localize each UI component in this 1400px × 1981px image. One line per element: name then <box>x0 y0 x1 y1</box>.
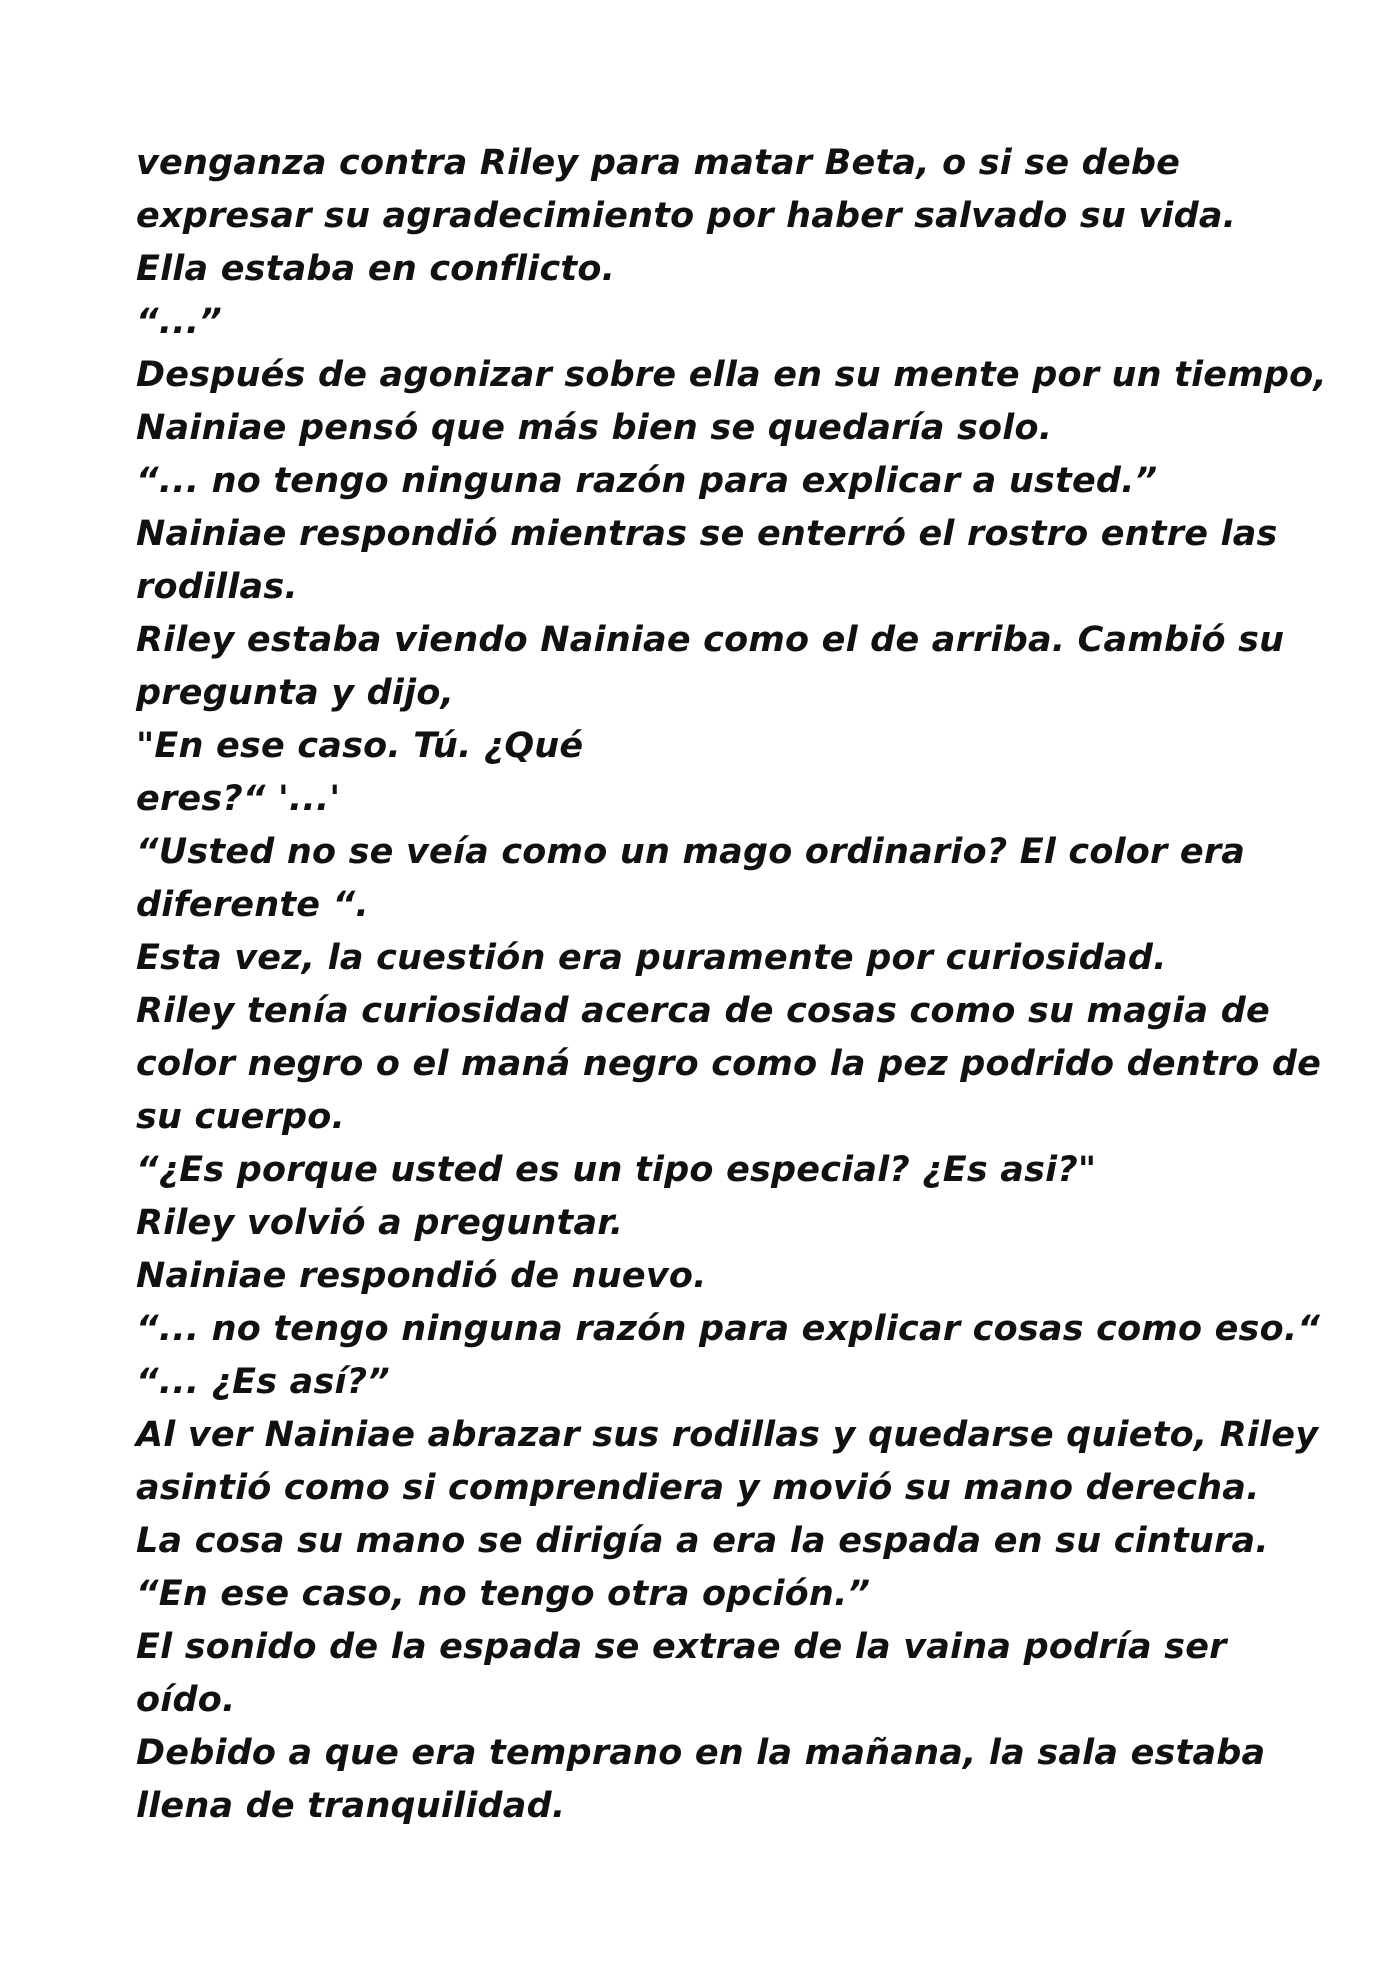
text-line: Nainiae respondió mientras se enterró el rostro entre las <box>136 514 1278 554</box>
text-line: El sonido de la espada se extrae de la vaina podría ser <box>136 1627 1227 1667</box>
text-line: Riley estaba viendo Nainiae como el de arriba. Cambió su <box>136 620 1285 660</box>
text-line: Riley tenía curiosidad acerca de cosas como su magia de <box>136 991 1270 1031</box>
text-line: Riley volvió a preguntar. <box>136 1203 624 1243</box>
text-line: “...” <box>136 302 222 342</box>
text-line: asintió como si comprendiera y movió su mano derecha. <box>136 1468 1260 1508</box>
text-line: Al ver Nainiae abrazar sus rodillas y quedarse quieto, Riley <box>136 1415 1319 1455</box>
text-line: “... ¿Es así?” <box>136 1362 390 1402</box>
text-line: “... no tengo ninguna razón para explicar a usted.” <box>136 461 1158 501</box>
text-line: color negro o el maná negro como la pez podrido dentro de <box>136 1044 1322 1084</box>
text-line: Ella estaba en conflicto. <box>136 249 616 289</box>
text-line: Nainiae pensó que más bien se quedaría solo. <box>136 408 1053 448</box>
text-line: eres?“ '...' <box>136 779 341 819</box>
text-line: diferente “. <box>136 885 369 925</box>
text-line: “... no tengo ninguna razón para explicar cosas como eso.“ <box>136 1309 1321 1349</box>
text-line: rodillas. <box>136 567 298 607</box>
text-line: llena de tranquilidad. <box>136 1786 566 1826</box>
text-line: “En ese caso, no tengo otra opción.” <box>136 1574 871 1614</box>
text-line: Nainiae respondió de nuevo. <box>136 1256 707 1296</box>
text-line: expresar su agradecimiento por haber salvado su vida. <box>136 196 1237 236</box>
text-line: Después de agonizar sobre ella en su mente por un tiempo, <box>136 355 1327 395</box>
story-text <box>136 137 1327 1833</box>
text-line: Esta vez, la cuestión era puramente por curiosidad. <box>136 938 1167 978</box>
text-line: pregunta y dijo, <box>136 673 455 713</box>
text-line: “¿Es porque usted es un tipo especial? ¿Es asi?" <box>136 1150 1097 1190</box>
text-line: su cuerpo. <box>136 1097 345 1137</box>
text-line: venganza contra Riley para matar Beta, o si se debe <box>136 143 1181 183</box>
text-line: La cosa su mano se dirigía a era la espada en su cintura. <box>136 1521 1269 1561</box>
text-line: “Usted no se veía como un mago ordinario? El color era <box>136 832 1246 872</box>
text-line: "En ese caso. Tú. ¿Qué <box>136 726 584 766</box>
text-line: Debido a que era temprano en la mañana, la sala estaba <box>136 1733 1266 1773</box>
text-line: oído. <box>136 1680 236 1720</box>
